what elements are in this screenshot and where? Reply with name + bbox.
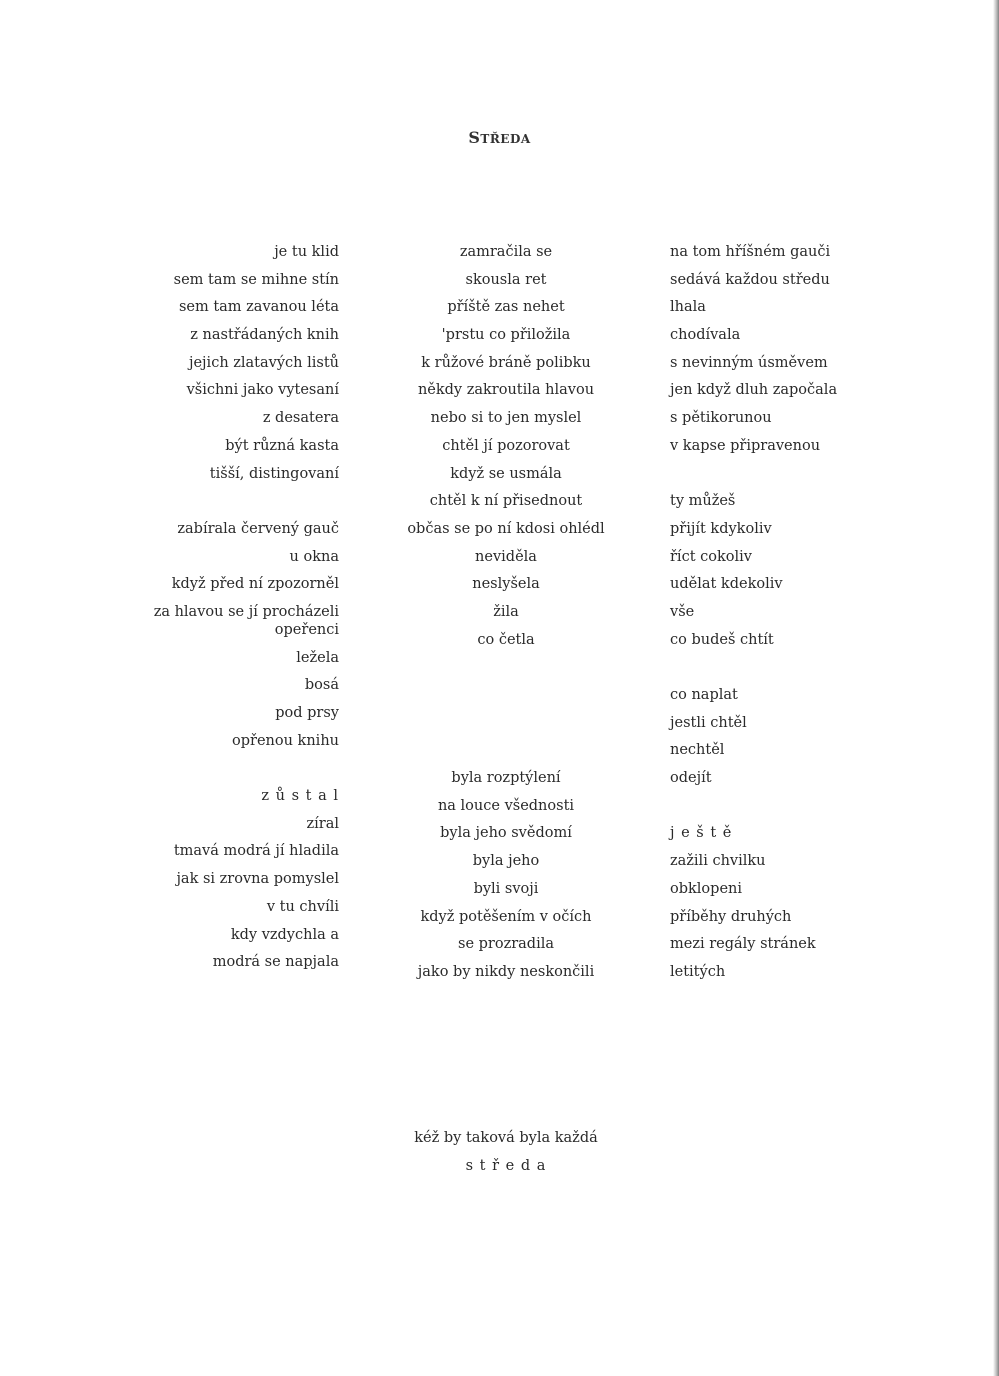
poem-line: co budeš chtít bbox=[670, 631, 774, 648]
poem-line: u okna bbox=[289, 548, 339, 565]
poem-line: s pětikorunou bbox=[670, 410, 772, 427]
poem-line: opřenou knihu bbox=[232, 732, 339, 749]
poem-line: vše bbox=[670, 603, 695, 620]
stanza-gap bbox=[670, 461, 837, 489]
poem-line: když potěšením v očích bbox=[420, 908, 592, 925]
poem-line: jako by nikdy neskončili bbox=[417, 963, 595, 980]
poem-line: tmavá modrá jí hladila bbox=[173, 843, 339, 860]
poem-line: příště zas nehet bbox=[447, 299, 565, 316]
stanza-gap bbox=[670, 654, 837, 682]
poem-line: byla jeho svědomí bbox=[440, 825, 572, 842]
poem-line: nechtěl bbox=[670, 742, 725, 759]
poem-line: na tom hříšném gauči bbox=[670, 244, 831, 260]
right-column bbox=[670, 239, 837, 987]
poem-line: s nevinným úsměvem bbox=[670, 354, 828, 371]
poem-line: občas se po ní kdosi ohlédl bbox=[407, 520, 605, 537]
poem-line: zažili chvilku bbox=[670, 853, 766, 870]
poem-line: z nastřádaných knih bbox=[190, 327, 339, 344]
poem-line: být různá kasta bbox=[225, 437, 339, 454]
scan-edge-shadow bbox=[993, 0, 999, 1376]
poem-line: říct cokoliv bbox=[670, 548, 752, 565]
poem-line: pod prsy bbox=[275, 705, 339, 721]
poem-line: když se usmála bbox=[450, 465, 562, 482]
poem-title bbox=[0, 128, 999, 147]
poem-line: sedává každou středu bbox=[670, 271, 830, 288]
closing-line: kéž by taková byla každá bbox=[414, 1130, 598, 1146]
poem-line: někdy zakroutila hlavou bbox=[417, 382, 595, 399]
poem-line: když před ní zpozorněl bbox=[171, 576, 339, 593]
poem-line: modrá se napjala bbox=[212, 954, 339, 971]
poem-line: lhala bbox=[670, 299, 706, 316]
stanza-gap bbox=[154, 755, 339, 783]
poem-line: přijít kdykoliv bbox=[670, 520, 772, 537]
poem-line: jejich zlatavých listů bbox=[188, 354, 339, 371]
poem-line: letitých bbox=[670, 963, 726, 980]
poem-line: jen když dluh započala bbox=[670, 382, 838, 399]
middle-column bbox=[356, 239, 656, 987]
poem-line: nebo si to jen myslel bbox=[430, 410, 582, 427]
poem-line: kdy vzdychla a bbox=[230, 926, 339, 943]
poem-line: se prozradila bbox=[458, 936, 554, 953]
poem-line: všichni jako vytesaní bbox=[186, 382, 339, 399]
poem-line: byla jeho bbox=[472, 853, 540, 870]
title-rest: TŘEDA bbox=[480, 132, 531, 146]
poem-line: neviděla bbox=[475, 548, 537, 565]
poem-line: byla rozptýlení bbox=[451, 770, 561, 787]
poem-line: zabírala červený gauč bbox=[177, 520, 339, 537]
stanza-gap bbox=[154, 488, 339, 516]
poem-line: je tu klid bbox=[274, 244, 339, 260]
poem-line: tišší, distingovaní bbox=[209, 465, 339, 482]
poem-line: co naplat bbox=[670, 687, 738, 703]
poem-line: zíral bbox=[306, 815, 339, 832]
stanza-gap bbox=[356, 710, 656, 738]
poem-line: za hlavou se jí procházeli bbox=[153, 603, 339, 620]
poem-line: sem tam zavanou léta bbox=[178, 299, 339, 316]
title-initial: S bbox=[468, 128, 481, 147]
poem-line: ty můžeš bbox=[670, 493, 736, 510]
poem-line: ležela bbox=[296, 649, 339, 666]
poem-line: sem tam se mihne stín bbox=[173, 271, 339, 288]
poem-line: jestli chtěl bbox=[670, 714, 747, 731]
poem-line: 'prstu co přiložila bbox=[441, 327, 571, 344]
poem-line: udělat kdekoliv bbox=[670, 576, 783, 593]
closing-line: s t ř e d a bbox=[465, 1157, 547, 1174]
poem-line: z ů s t a l bbox=[261, 788, 339, 805]
poem-line: opeřenci bbox=[274, 621, 339, 638]
poem-line: skousla ret bbox=[465, 271, 547, 288]
poem-line: chtěl k ní přisednout bbox=[429, 493, 583, 510]
poem-line: j e š t ě bbox=[670, 825, 733, 842]
poem-line: v kapse připravenou bbox=[670, 437, 821, 454]
poem-line: chodívala bbox=[670, 327, 741, 344]
poem-line: bosá bbox=[304, 677, 339, 694]
poem-line: žila bbox=[493, 603, 519, 620]
poem-line: v tu chvíli bbox=[266, 898, 339, 915]
poem-line: neslyšela bbox=[472, 576, 540, 593]
poem-line: obklopeni bbox=[670, 880, 743, 897]
poem-line: k růžové bráně polibku bbox=[421, 354, 591, 371]
poem-line: na louce všednosti bbox=[437, 797, 575, 814]
stanza-gap bbox=[356, 737, 656, 765]
poem-line: z desatera bbox=[262, 410, 339, 427]
poem-line: byli svoji bbox=[473, 880, 539, 897]
stanza-gap bbox=[356, 682, 656, 710]
poem-closing bbox=[356, 1125, 656, 1180]
poem-line: odejít bbox=[670, 770, 712, 787]
poem-line: zamračila se bbox=[459, 244, 553, 260]
poem-line: co četla bbox=[477, 631, 535, 648]
left-column bbox=[154, 239, 339, 977]
stanza-gap bbox=[356, 654, 656, 682]
poem-line: mezi regály stránek bbox=[670, 936, 816, 953]
poem-line: chtěl jí pozorovat bbox=[442, 437, 570, 454]
poem-line: příběhy druhých bbox=[670, 908, 792, 925]
poem-line: jak si zrovna pomyslel bbox=[176, 871, 339, 888]
stanza-gap bbox=[670, 793, 837, 821]
